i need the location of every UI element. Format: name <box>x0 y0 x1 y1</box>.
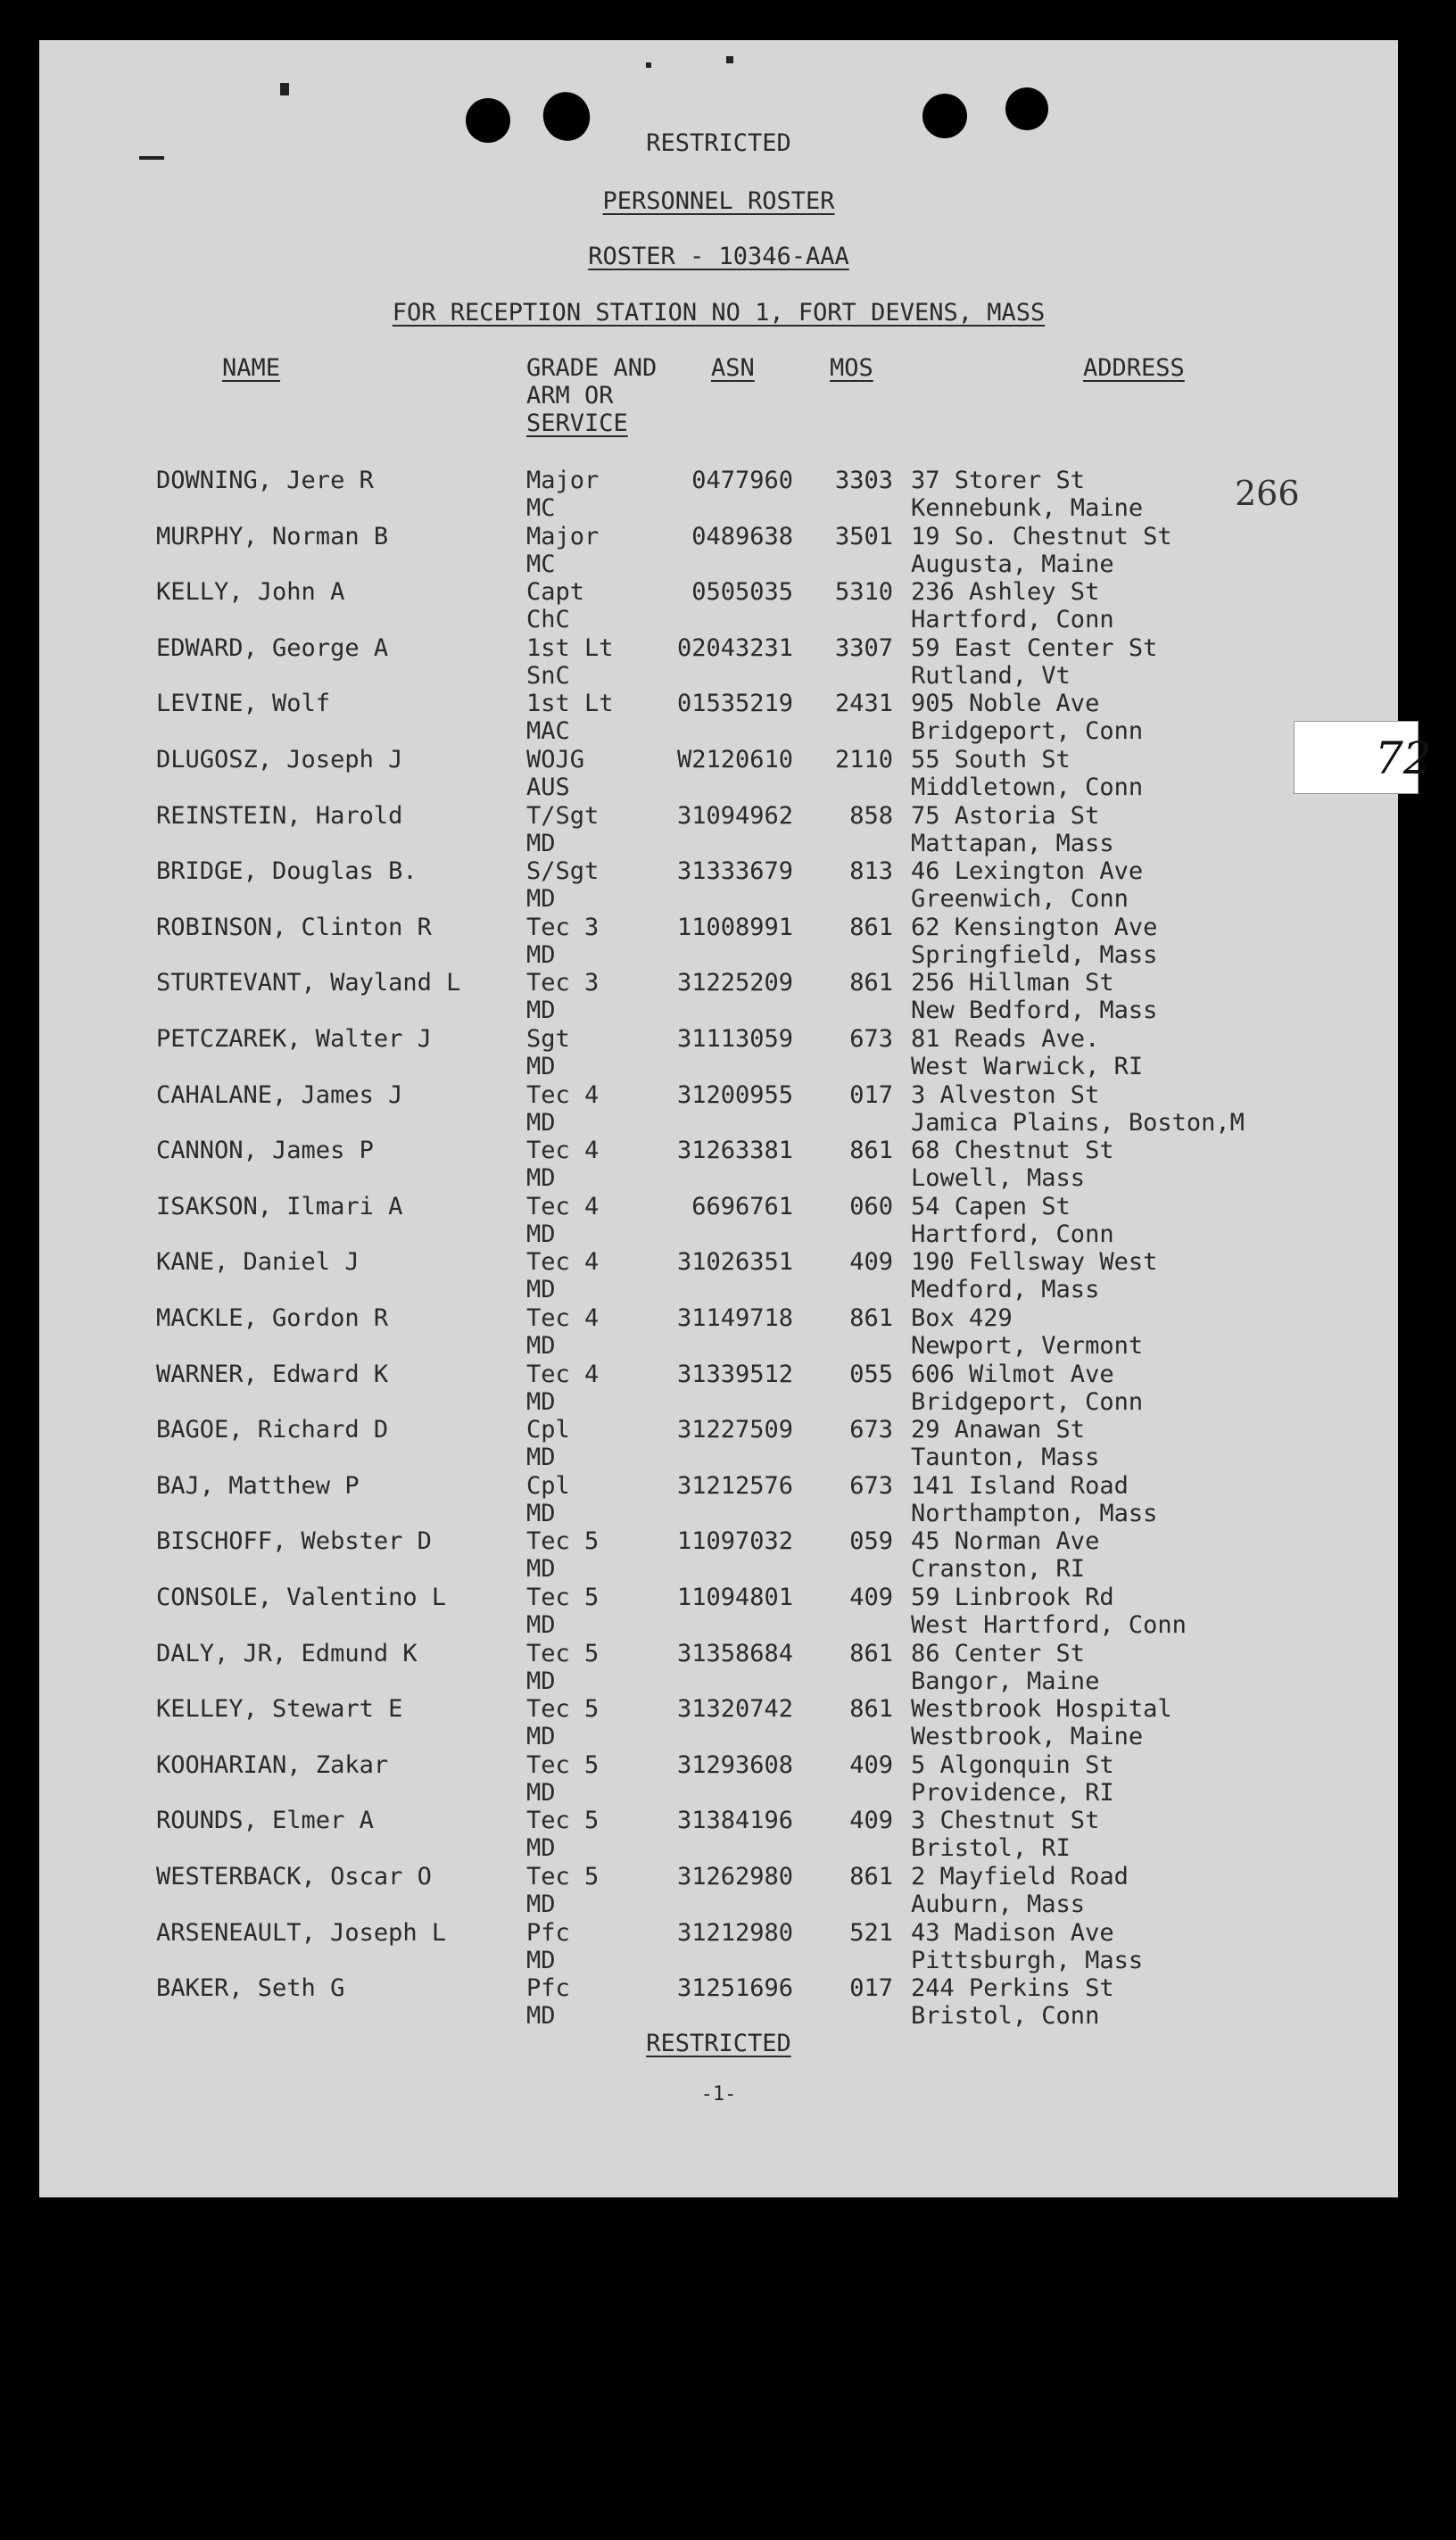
address-line2-cell: West Warwick, RI <box>911 1053 1144 1080</box>
asn-cell: 31339512 <box>676 1360 793 1388</box>
address-line2-cell: Jamica Plains, Boston,M <box>911 1108 1245 1137</box>
arm-cell: MD <box>526 1276 556 1304</box>
table-row <box>39 1974 1398 2030</box>
asn-cell: 31225209 <box>676 969 793 997</box>
page-stamp: 266 <box>1235 474 1300 513</box>
name-cell: MACKLE, Gordon R <box>156 1304 389 1332</box>
address-line2-cell: Hartford, Conn <box>911 606 1114 634</box>
name-cell: STURTEVANT, Wayland L <box>156 969 461 997</box>
table-row <box>39 1527 1398 1583</box>
address-line1-cell: 59 East Center St <box>911 633 1158 662</box>
table-row <box>39 1807 1398 1862</box>
col-grade-line1: GRADE AND <box>526 354 658 382</box>
table-row <box>39 690 1398 745</box>
asn-cell: 11094801 <box>676 1584 793 1611</box>
address-line2-cell: Northampton, Mass <box>911 1499 1158 1527</box>
table-row <box>39 1584 1398 1639</box>
arm-cell: MC <box>526 550 556 578</box>
table-row <box>39 802 1398 857</box>
name-cell: BAJ, Matthew P <box>156 1471 360 1500</box>
mos-cell: 2110 <box>834 746 893 774</box>
mos-cell: 861 <box>849 913 893 941</box>
asn-cell: 0477960 <box>691 467 793 494</box>
address-line2-cell: Rutland, Vt <box>911 661 1071 690</box>
arm-cell: MD <box>526 885 556 914</box>
name-cell: LEVINE, Wolf <box>156 690 331 718</box>
mos-cell: 409 <box>849 1584 893 1611</box>
asn-cell: 31212980 <box>676 1918 793 1947</box>
asn-cell: 31200955 <box>676 1080 793 1109</box>
grade-cell: WOJG <box>526 746 585 774</box>
address-line1-cell: 141 Island Road <box>911 1471 1129 1500</box>
address-line1-cell: 81 Reads Ave. <box>911 1025 1100 1053</box>
station-line: FOR RECEPTION STATION NO 1, FORT DEVENS, MASS <box>392 299 1046 327</box>
table-row <box>39 1416 1398 1471</box>
page-title: PERSONNEL ROSTER <box>602 187 835 215</box>
asn-cell: 31149718 <box>676 1304 793 1332</box>
col-grade-line2: ARM OR <box>526 382 614 410</box>
arm-cell: MD <box>526 997 556 1025</box>
name-cell: KOOHARIAN, Zakar <box>156 1750 389 1779</box>
address-line2-cell: Greenwich, Conn <box>911 885 1129 914</box>
roster-page <box>39 40 1398 2197</box>
col-asn: ASN <box>711 354 755 382</box>
grade-cell: Tec 5 <box>526 1750 600 1779</box>
address-line1-cell: 256 Hillman St <box>911 969 1114 997</box>
asn-cell: 31293608 <box>676 1750 793 1779</box>
name-cell: REINSTEIN, Harold <box>156 801 403 830</box>
mos-cell: 3501 <box>834 522 893 550</box>
table-row <box>39 1304 1398 1360</box>
address-line1-cell: 29 Anawan St <box>911 1416 1086 1444</box>
asn-cell: 02043231 <box>676 633 793 662</box>
mos-cell: 673 <box>849 1416 893 1444</box>
name-cell: ROUNDS, Elmer A <box>156 1807 374 1835</box>
address-line2-cell: Bristol, RI <box>911 1834 1071 1863</box>
name-cell: KANE, Daniel J <box>156 1248 360 1277</box>
address-line1-cell: 62 Kensington Ave <box>911 913 1158 941</box>
arm-cell: MD <box>526 1444 556 1472</box>
mos-cell: 521 <box>849 1918 893 1947</box>
grade-cell: Tec 5 <box>526 1584 600 1611</box>
mos-cell: 059 <box>849 1527 893 1556</box>
col-grade-line3: SERVICE <box>526 410 628 437</box>
mark-speck <box>726 56 733 63</box>
table-row <box>39 1025 1398 1080</box>
arm-cell: SnC <box>526 661 570 690</box>
asn-cell: 0489638 <box>691 522 793 550</box>
address-line2-cell: Bangor, Maine <box>911 1667 1100 1695</box>
asn-cell: W2120610 <box>676 746 793 774</box>
name-cell: MURPHY, Norman B <box>156 522 389 550</box>
classification-top: RESTRICTED <box>646 129 791 157</box>
grade-cell: Tec 4 <box>526 1137 600 1165</box>
mos-cell: 409 <box>849 1807 893 1835</box>
grade-cell: Tec 5 <box>526 1527 600 1556</box>
table-row <box>39 523 1398 578</box>
table-row <box>39 578 1398 633</box>
arm-cell: MD <box>526 1053 556 1080</box>
address-line2-cell: West Hartford, Conn <box>911 1611 1187 1639</box>
grade-cell: Sgt <box>526 1025 570 1053</box>
name-cell: KELLEY, Stewart E <box>156 1695 403 1724</box>
arm-cell: MD <box>526 1946 556 1974</box>
name-cell: ROBINSON, Clinton R <box>156 913 432 941</box>
asn-cell: 11008991 <box>676 913 793 941</box>
address-line2-cell: Cranston, RI <box>911 1555 1086 1584</box>
mos-cell: 409 <box>849 1248 893 1277</box>
name-cell: BAKER, Seth G <box>156 1974 345 2003</box>
mark-speck <box>280 83 289 95</box>
name-cell: BAGOE, Richard D <box>156 1416 389 1444</box>
address-line2-cell: Middletown, Conn <box>911 774 1144 801</box>
col-mos: MOS <box>830 354 873 382</box>
name-cell: PETCZAREK, Walter J <box>156 1025 432 1053</box>
mos-cell: 055 <box>849 1360 893 1388</box>
address-line2-cell: Springfield, Mass <box>911 940 1158 969</box>
address-line1-cell: 19 So. Chestnut St <box>911 522 1172 550</box>
address-line1-cell: 190 Fellsway West <box>911 1248 1158 1277</box>
name-cell: DLUGOSZ, Joseph J <box>156 746 403 774</box>
grade-cell: Capt <box>526 578 585 607</box>
grade-cell: Tec 5 <box>526 1639 600 1667</box>
table-row <box>39 746 1398 801</box>
arm-cell: AUS <box>526 774 570 801</box>
name-cell: CANNON, James P <box>156 1137 374 1165</box>
col-name: NAME <box>222 354 281 382</box>
arm-cell: MD <box>526 1499 556 1527</box>
address-line1-cell: 905 Noble Ave <box>911 690 1100 718</box>
page-number: -1- <box>700 2083 737 2106</box>
mos-cell: 5310 <box>834 578 893 607</box>
mos-cell: 017 <box>849 1080 893 1109</box>
table-row <box>39 1193 1398 1248</box>
address-line2-cell: Mattapan, Mass <box>911 829 1114 857</box>
grade-cell: Tec 4 <box>526 1360 600 1388</box>
grade-cell: Major <box>526 467 600 494</box>
name-cell: DOWNING, Jere R <box>156 467 374 494</box>
address-line1-cell: 3 Chestnut St <box>911 1807 1100 1835</box>
table-row <box>39 914 1398 969</box>
grade-cell: Tec 4 <box>526 1192 600 1220</box>
name-cell: BISCHOFF, Webster D <box>156 1527 432 1556</box>
asn-cell: 0505035 <box>691 578 793 607</box>
asn-cell: 31262980 <box>676 1863 793 1891</box>
grade-cell: Cpl <box>526 1471 570 1500</box>
mos-cell: 3303 <box>834 467 893 494</box>
name-cell: KELLY, John A <box>156 578 345 607</box>
arm-cell: MD <box>526 1108 556 1137</box>
address-line1-cell: Box 429 <box>911 1304 1013 1332</box>
asn-cell: 31212576 <box>676 1471 793 1500</box>
address-line1-cell: 86 Center St <box>911 1639 1086 1667</box>
table-row <box>39 1751 1398 1807</box>
arm-cell: MD <box>526 1220 556 1248</box>
address-line2-cell: Kennebunk, Maine <box>911 494 1144 522</box>
grade-cell: Tec 5 <box>526 1695 600 1724</box>
address-line1-cell: Westbrook Hospital <box>911 1695 1172 1724</box>
address-line1-cell: 75 Astoria St <box>911 801 1100 830</box>
table-row <box>39 1695 1398 1750</box>
address-line1-cell: 54 Capen St <box>911 1192 1071 1220</box>
asn-cell: 01535219 <box>676 690 793 718</box>
asn-cell: 31320742 <box>676 1695 793 1724</box>
classification-bottom: RESTRICTED <box>646 2030 791 2057</box>
mos-cell: 017 <box>849 1974 893 2003</box>
mos-cell: 861 <box>849 969 893 997</box>
mos-cell: 2431 <box>834 690 893 718</box>
address-line2-cell: Augusta, Maine <box>911 550 1114 578</box>
name-cell: ARSENEAULT, Joseph L <box>156 1918 447 1947</box>
address-line2-cell: Newport, Vermont <box>911 1332 1144 1360</box>
asn-cell: 31251696 <box>676 1974 793 2003</box>
asn-cell: 6696761 <box>691 1192 793 1220</box>
address-line1-cell: 59 Linbrook Rd <box>911 1584 1114 1611</box>
mos-cell: 861 <box>849 1863 893 1891</box>
mos-cell: 673 <box>849 1471 893 1500</box>
table-row <box>39 969 1398 1024</box>
address-line2-cell: Bridgeport, Conn <box>911 717 1144 746</box>
mos-cell: 861 <box>849 1137 893 1165</box>
address-line2-cell: New Bedford, Mass <box>911 997 1158 1025</box>
asn-cell: 11097032 <box>676 1527 793 1556</box>
name-cell: WESTERBACK, Oscar O <box>156 1863 432 1891</box>
table-row <box>39 467 1398 522</box>
arm-cell: MD <box>526 1891 556 1918</box>
address-line2-cell: Providence, RI <box>911 1778 1114 1807</box>
side-tab: 72 <box>1294 721 1419 794</box>
grade-cell: Tec 5 <box>526 1863 600 1891</box>
grade-cell: T/Sgt <box>526 801 600 830</box>
arm-cell: MD <box>526 1387 556 1416</box>
arm-cell: MD <box>526 940 556 969</box>
arm-cell: MD <box>526 1834 556 1863</box>
address-line1-cell: 55 South St <box>911 746 1071 774</box>
grade-cell: Tec 3 <box>526 969 600 997</box>
mos-cell: 813 <box>849 857 893 886</box>
address-line1-cell: 5 Algonquin St <box>911 1750 1114 1779</box>
grade-cell: 1st Lt <box>526 633 614 662</box>
table-row <box>39 634 1398 690</box>
name-cell: CONSOLE, Valentino L <box>156 1584 447 1611</box>
name-cell: BRIDGE, Douglas B. <box>156 857 418 886</box>
address-line2-cell: Lowell, Mass <box>911 1164 1086 1193</box>
grade-cell: Tec 4 <box>526 1080 600 1109</box>
address-line1-cell: 606 Wilmot Ave <box>911 1360 1114 1388</box>
arm-cell: MC <box>526 494 556 522</box>
address-line2-cell: Bristol, Conn <box>911 2002 1100 2031</box>
table-row <box>39 1361 1398 1416</box>
table-row <box>39 1081 1398 1137</box>
table-row <box>39 1640 1398 1695</box>
address-line2-cell: Westbrook, Maine <box>911 1723 1144 1751</box>
asn-cell: 31094962 <box>676 801 793 830</box>
table-row <box>39 1863 1398 1918</box>
arm-cell: MD <box>526 1611 556 1639</box>
arm-cell: MD <box>526 2002 556 2031</box>
address-line1-cell: 3 Alveston St <box>911 1080 1100 1109</box>
asn-cell: 31026351 <box>676 1248 793 1277</box>
grade-cell: Cpl <box>526 1416 570 1444</box>
mos-cell: 861 <box>849 1639 893 1667</box>
col-address: ADDRESS <box>1083 354 1185 382</box>
mos-cell: 861 <box>849 1304 893 1332</box>
punch-hole-4 <box>1005 87 1048 130</box>
mos-cell: 858 <box>849 801 893 830</box>
table-row <box>39 1919 1398 1974</box>
name-cell: ISAKSON, Ilmari A <box>156 1192 403 1220</box>
grade-cell: Tec 3 <box>526 913 600 941</box>
address-line1-cell: 43 Madison Ave <box>911 1918 1114 1947</box>
name-cell: CAHALANE, James J <box>156 1080 403 1109</box>
asn-cell: 31113059 <box>676 1025 793 1053</box>
address-line2-cell: Auburn, Mass <box>911 1891 1086 1918</box>
grade-cell: Pfc <box>526 1918 570 1947</box>
mos-cell: 409 <box>849 1750 893 1779</box>
table-row <box>39 1137 1398 1192</box>
arm-cell: MD <box>526 1332 556 1360</box>
mos-cell: 3307 <box>834 633 893 662</box>
arm-cell: MD <box>526 1778 556 1807</box>
arm-cell: MD <box>526 1667 556 1695</box>
name-cell: WARNER, Edward K <box>156 1360 389 1388</box>
table-row <box>39 1472 1398 1527</box>
arm-cell: MD <box>526 829 556 857</box>
grade-cell: S/Sgt <box>526 857 600 886</box>
arm-cell: ChC <box>526 606 570 634</box>
table-row <box>39 1248 1398 1303</box>
address-line2-cell: Medford, Mass <box>911 1276 1100 1304</box>
grade-cell: Major <box>526 522 600 550</box>
asn-cell: 31384196 <box>676 1807 793 1835</box>
address-line2-cell: Hartford, Conn <box>911 1220 1114 1248</box>
address-line1-cell: 46 Lexington Ave <box>911 857 1144 886</box>
asn-cell: 31333679 <box>676 857 793 886</box>
address-line1-cell: 68 Chestnut St <box>911 1137 1114 1165</box>
address-line1-cell: 37 Storer St <box>911 467 1086 494</box>
arm-cell: MD <box>526 1164 556 1193</box>
arm-cell: MAC <box>526 717 570 746</box>
table-row <box>39 857 1398 913</box>
arm-cell: MD <box>526 1555 556 1584</box>
mark-speck <box>646 62 651 68</box>
address-line1-cell: 45 Norman Ave <box>911 1527 1100 1556</box>
grade-cell: Tec 4 <box>526 1304 600 1332</box>
asn-cell: 31263381 <box>676 1137 793 1165</box>
arm-cell: MD <box>526 1723 556 1751</box>
address-line1-cell: 236 Ashley St <box>911 578 1100 607</box>
address-line2-cell: Bridgeport, Conn <box>911 1387 1144 1416</box>
mos-cell: 060 <box>849 1192 893 1220</box>
address-line2-cell: Taunton, Mass <box>911 1444 1100 1472</box>
grade-cell: Tec 4 <box>526 1248 600 1277</box>
name-cell: EDWARD, George A <box>156 633 389 662</box>
grade-cell: Pfc <box>526 1974 570 2003</box>
asn-cell: 31227509 <box>676 1416 793 1444</box>
name-cell: DALY, JR, Edmund K <box>156 1639 418 1667</box>
roster-number: ROSTER - 10346-AAA <box>588 243 849 270</box>
grade-cell: 1st Lt <box>526 690 614 718</box>
address-line1-cell: 2 Mayfield Road <box>911 1863 1129 1891</box>
grade-cell: Tec 5 <box>526 1807 600 1835</box>
address-line1-cell: 244 Perkins St <box>911 1974 1114 2003</box>
asn-cell: 31358684 <box>676 1639 793 1667</box>
mos-cell: 861 <box>849 1695 893 1724</box>
mos-cell: 673 <box>849 1025 893 1053</box>
address-line2-cell: Pittsburgh, Mass <box>911 1946 1144 1974</box>
